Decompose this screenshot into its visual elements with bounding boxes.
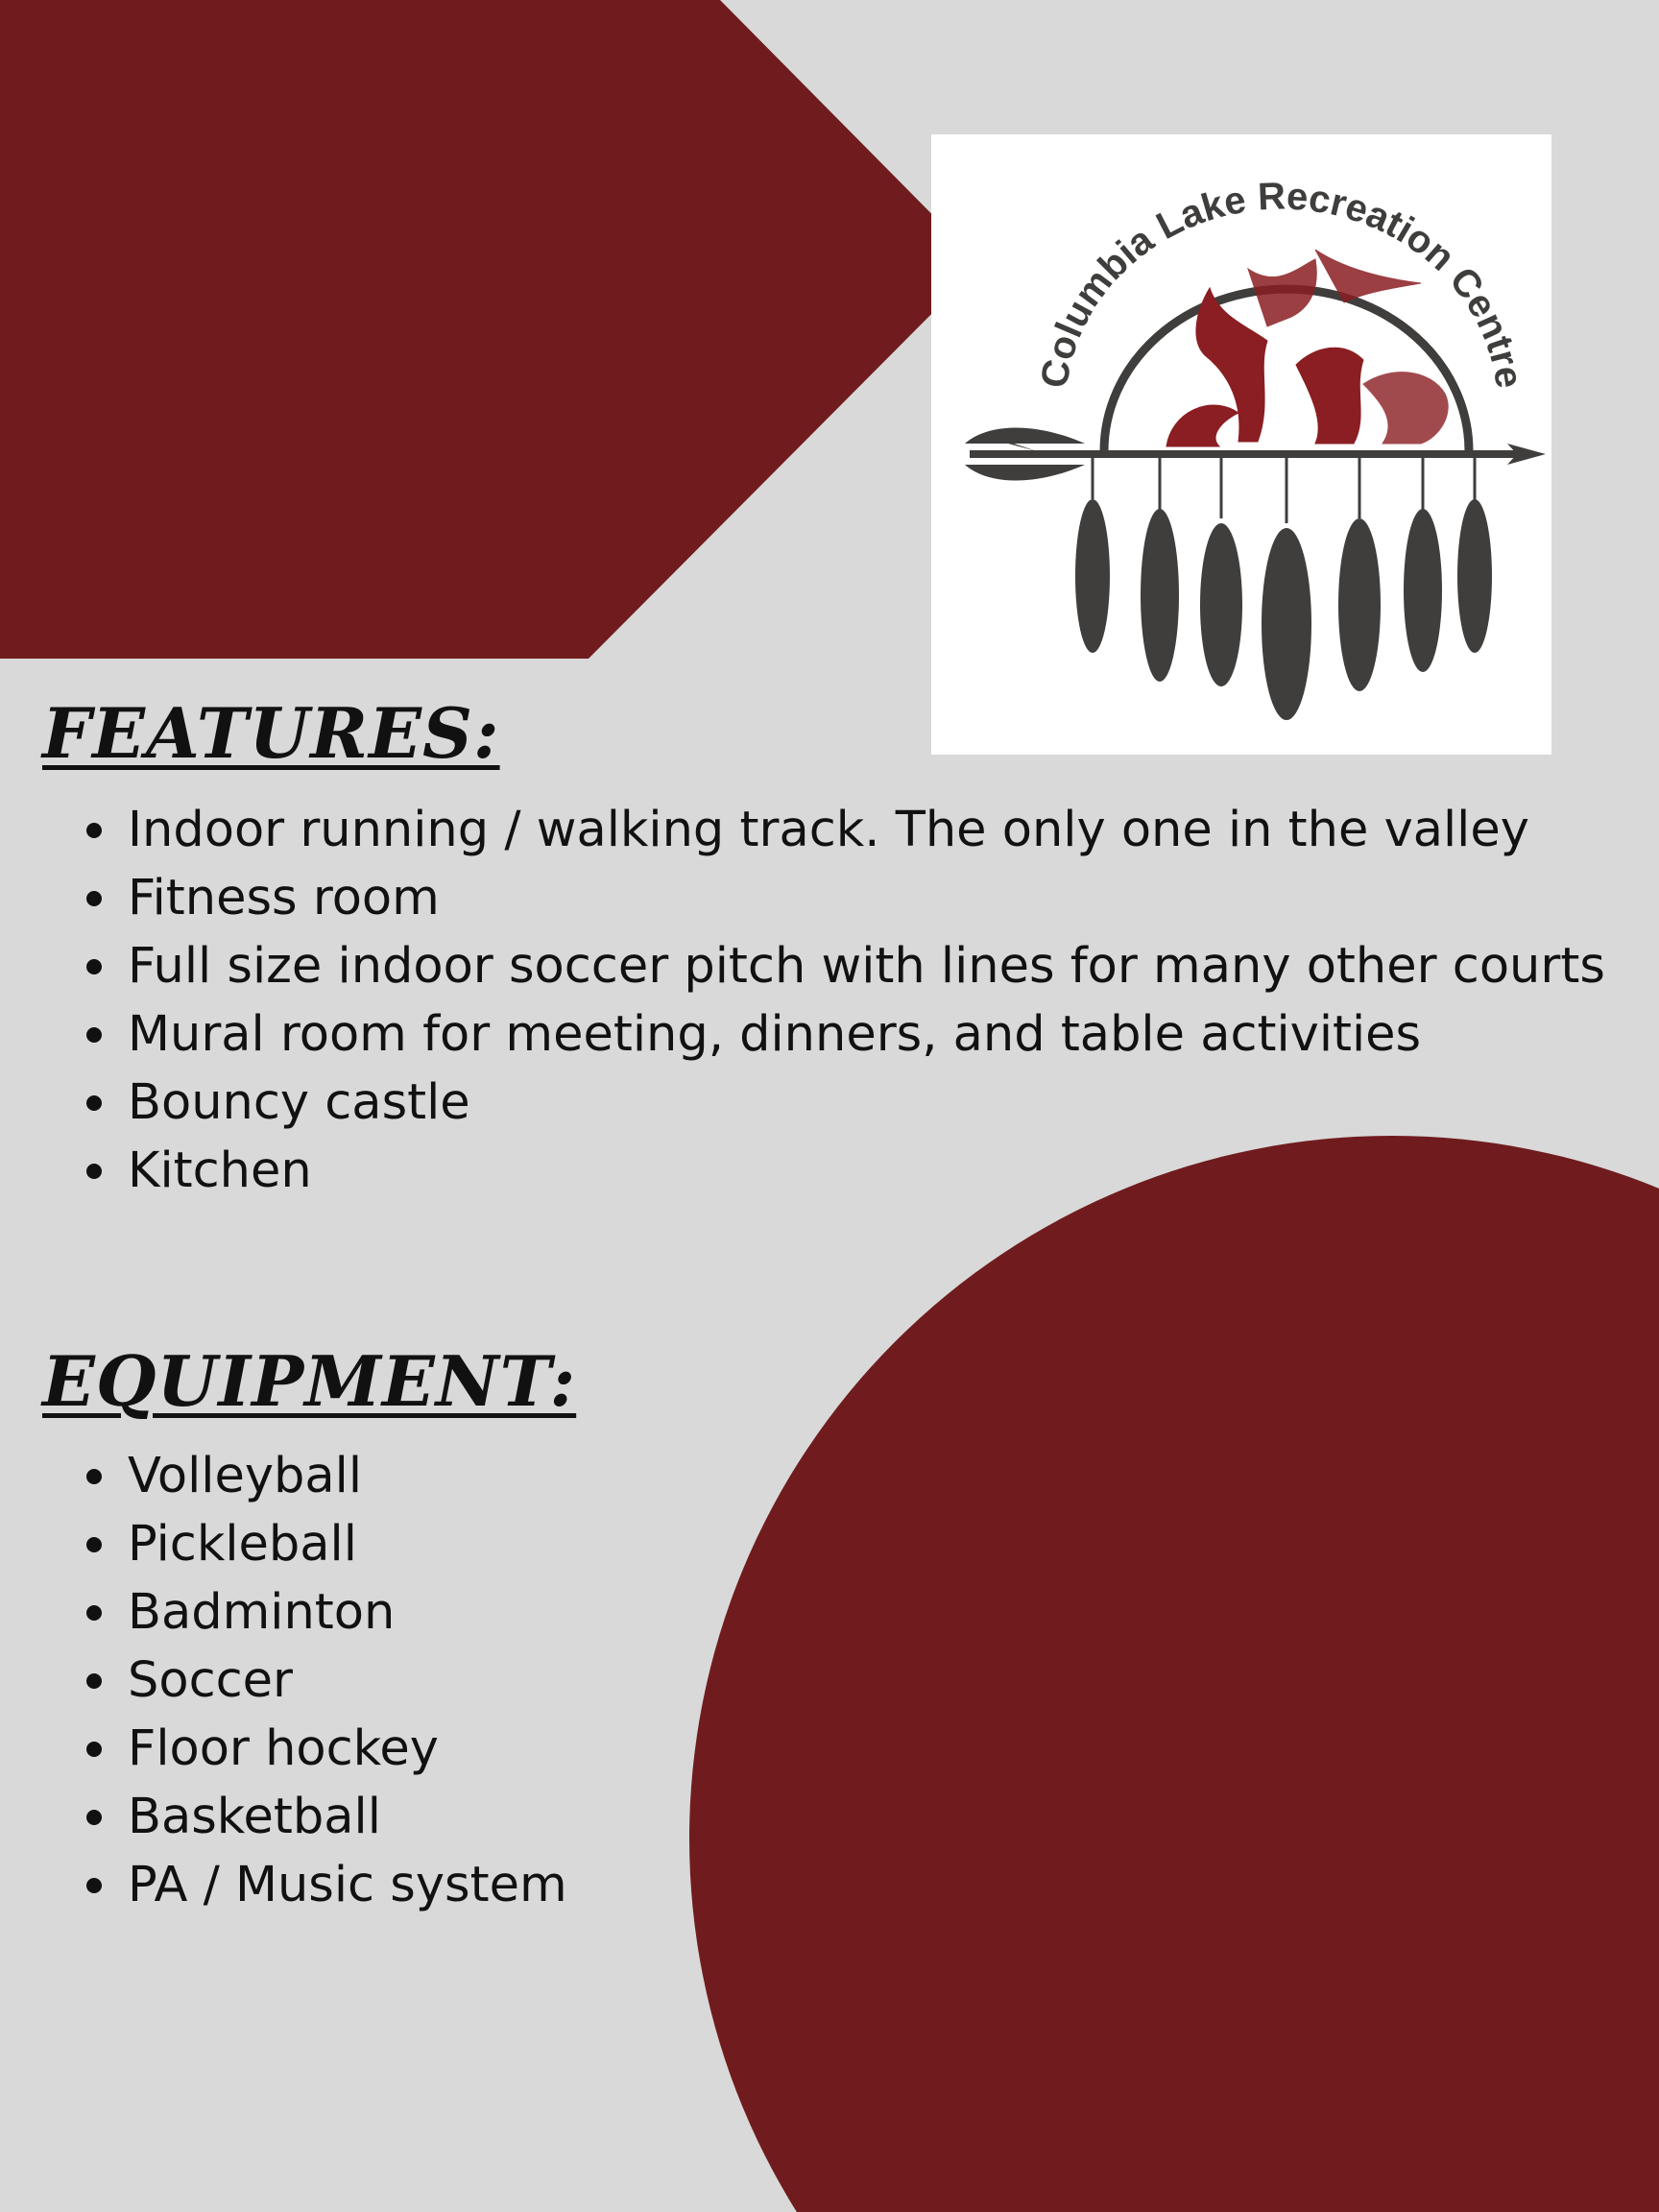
- logo: [931, 134, 1551, 755]
- list-item: Badminton: [84, 1578, 567, 1647]
- list-item: Bouncy castle: [84, 1069, 1605, 1137]
- animal-totem-icon: [1166, 250, 1448, 446]
- equipment-heading: EQUIPMENT:: [42, 1340, 577, 1422]
- logo-arc-text: Columbia Lake Recreation Centre: [1032, 175, 1530, 392]
- equipment-list: [84, 1442, 567, 1919]
- list-item: Floor hockey: [84, 1715, 567, 1783]
- list-item: Kitchen: [84, 1137, 1605, 1205]
- list-item: Soccer: [84, 1647, 567, 1715]
- list-item: PA / Music system: [84, 1851, 567, 1919]
- logo-card: [931, 134, 1551, 755]
- list-item: Indoor running / walking track. The only one in the valley: [84, 796, 1605, 864]
- bottom-circle-shape: [689, 1136, 1659, 2212]
- list-item: Pickleball: [84, 1510, 567, 1578]
- list-item: Full size indoor soccer pitch with lines for many other courts: [84, 932, 1605, 1000]
- list-item: Basketball: [84, 1783, 567, 1851]
- features-list: [84, 796, 1605, 1205]
- top-arrow-shape: [0, 0, 981, 659]
- list-item: Mural room for meeting, dinners, and table activities: [84, 1000, 1605, 1069]
- list-item: Fitness room: [84, 864, 1605, 932]
- list-item: Volleyball: [84, 1442, 567, 1510]
- feathers-icon: [1075, 456, 1492, 720]
- features-heading: FEATURES:: [42, 692, 500, 774]
